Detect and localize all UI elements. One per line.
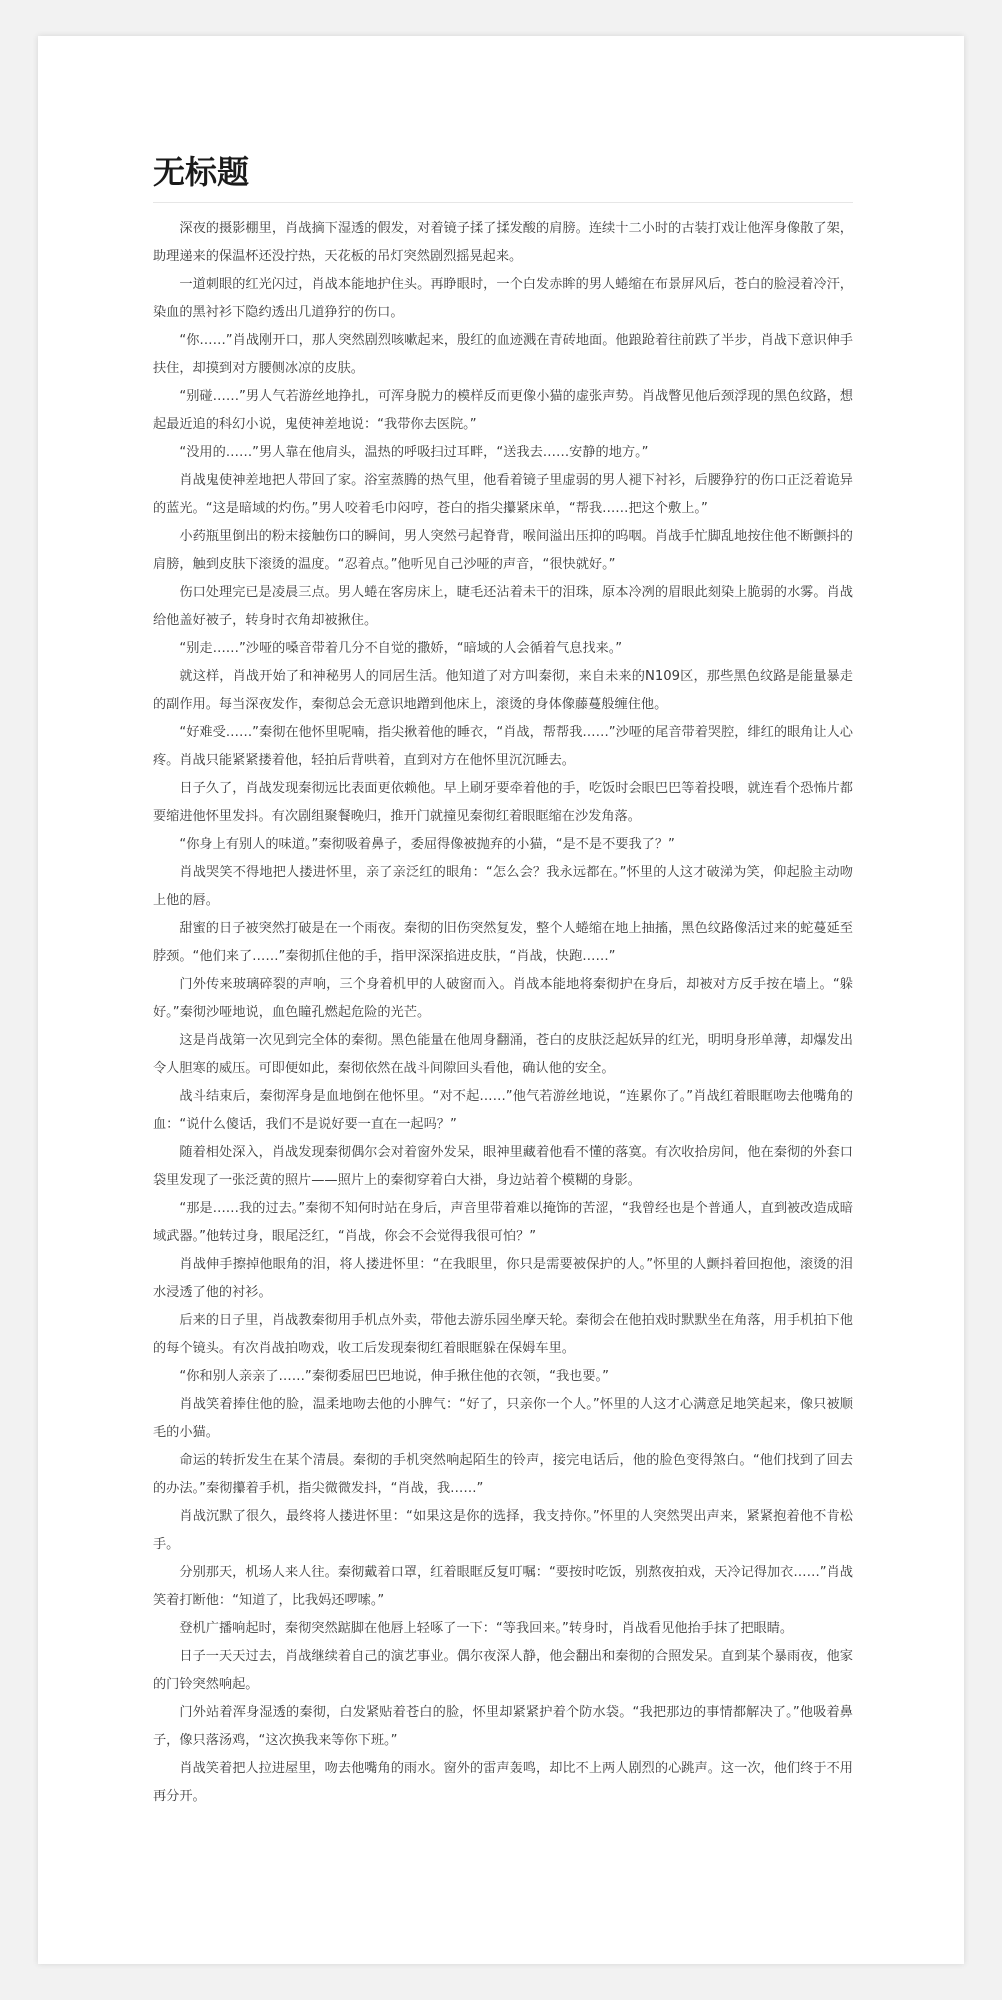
document-page (38, 36, 964, 1964)
paragraph: “你身上有别人的味道。”秦彻吸着鼻子，委屈得像被抛弃的小猫，“是不是不要我了？” (179, 837, 675, 852)
paragraph: “别碰……”男人气若游丝地挣扎，可浑身脱力的模样反而更像小猫的虚张声势。肖战瞥见他后颈浮现的黑色纹路，想起最近追的科幻小说，鬼使神差地说：“我带你去医院。” (153, 389, 853, 432)
paragraph: 肖战笑着捧住他的脸，温柔地吻去他的小脾气：“好了，只亲你一个人。”怀里的人这才心满意足地笑起来，像只被顺毛的小猫。 (153, 1397, 853, 1440)
paragraph: 小药瓶里倒出的粉末接触伤口的瞬间，男人突然弓起脊背，喉间溢出压抑的呜咽。肖战手忙脚乱地按住他不断颤抖的肩膀，触到皮肤下滚烫的温度。“忍着点。”他听见自己沙哑的声音，“很快就好。” (153, 529, 853, 572)
paragraph: 伤口处理完已是凌晨三点。男人蜷在客房床上，睫毛还沾着未干的泪珠，原本冷冽的眉眼此刻染上脆弱的水雾。肖战给他盖好被子，转身时衣角却被揪住。 (153, 585, 853, 628)
paragraph: “你……”肖战刚开口，那人突然剧烈咳嗽起来，殷红的血迹溅在青砖地面。他踉跄着往前跌了半步，肖战下意识伸手扶住，却摸到对方腰侧冰凉的皮肤。 (153, 333, 853, 376)
paragraph: “那是……我的过去。”秦彻不知何时站在身后，声音里带着难以掩饰的苦涩，“我曾经也是个普通人，直到被改造成暗域武器。”他转过身，眼尾泛红，“肖战，你会不会觉得我很可怕？” (153, 1201, 853, 1244)
paragraph: 分别那天，机场人来人往。秦彻戴着口罩，红着眼眶反复叮嘱：“要按时吃饭，别熬夜拍戏，天冷记得加衣……”肖战笑着打断他：“知道了，比我妈还啰嗦。” (153, 1565, 853, 1608)
paragraph: 战斗结束后，秦彻浑身是血地倒在他怀里。“对不起……”他气若游丝地说，“连累你了。”肖战红着眼眶吻去他嘴角的血：“说什么傻话，我们不是说好要一直在一起吗？” (153, 1089, 853, 1132)
document-title: 无标题 (153, 142, 853, 203)
document-content (153, 142, 853, 1811)
paragraph: “没用的……”男人靠在他肩头，温热的呼吸扫过耳畔，“送我去……安静的地方。” (179, 445, 649, 460)
paragraph: 肖战笑着把人拉进屋里，吻去他嘴角的雨水。窗外的雷声轰鸣，却比不上两人剧烈的心跳声。这一次，他们终于不用再分开。 (153, 1761, 853, 1804)
paragraph: 肖战哭笑不得地把人搂进怀里，亲了亲泛红的眼角：“怎么会？我永远都在。”怀里的人这才破涕为笑，仰起脸主动吻上他的唇。 (153, 865, 853, 908)
paragraph: 就这样，肖战开始了和神秘男人的同居生活。他知道了对方叫秦彻，来自未来的N109区，那些黑色纹路是能量暴走的副作用。每当深夜发作，秦彻总会无意识地蹭到他床上，滚烫的身体像藤蔓般缠住他。 (153, 669, 853, 712)
paragraph: 随着相处深入，肖战发现秦彻偶尔会对着窗外发呆，眼神里藏着他看不懂的落寞。有次收拾房间，他在秦彻的外套口袋里发现了一张泛黄的照片——照片上的秦彻穿着白大褂，身边站着个模糊的身影。 (153, 1145, 853, 1188)
paragraph: 肖战沉默了很久，最终将人搂进怀里：“如果这是你的选择，我支持你。”怀里的人突然哭出声来，紧紧抱着他不肯松手。 (153, 1509, 853, 1552)
paragraph: “你和别人亲亲了……”秦彻委屈巴巴地说，伸手揪住他的衣领，“我也要。” (179, 1369, 609, 1384)
paragraph: 甜蜜的日子被突然打破是在一个雨夜。秦彻的旧伤突然复发，整个人蜷缩在地上抽搐，黑色纹路像活过来的蛇蔓延至脖颈。“他们来了……”秦彻抓住他的手，指甲深深掐进皮肤，“肖战，快跑……” (153, 921, 853, 964)
paragraph: 门外传来玻璃碎裂的声响，三个身着机甲的人破窗而入。肖战本能地将秦彻护在身后，却被对方反手按在墙上。“躲好。”秦彻沙哑地说，血色瞳孔燃起危险的光芒。 (153, 977, 853, 1020)
paragraph: 深夜的摄影棚里，肖战摘下湿透的假发，对着镜子揉了揉发酸的肩膀。连续十二小时的古装打戏让他浑身像散了架，助理递来的保温杯还没拧热，天花板的吊灯突然剧烈摇晃起来。 (153, 221, 853, 264)
paragraph: 肖战伸手擦掉他眼角的泪，将人搂进怀里：“在我眼里，你只是需要被保护的人。”怀里的人颤抖着回抱他，滚烫的泪水浸透了他的衬衫。 (153, 1257, 853, 1300)
paragraph: 日子久了，肖战发现秦彻远比表面更依赖他。早上刷牙要牵着他的手，吃饭时会眼巴巴等着投喂，就连看个恐怖片都要缩进他怀里发抖。有次剧组聚餐晚归，推开门就撞见秦彻红着眼眶缩在沙发角落。 (153, 781, 853, 824)
paragraph: 肖战鬼使神差地把人带回了家。浴室蒸腾的热气里，他看着镜子里虚弱的男人褪下衬衫，后腰狰狞的伤口正泛着诡异的蓝光。“这是暗域的灼伤。”男人咬着毛巾闷哼，苍白的指尖攥紧床单，“帮我……把这个敷上。” (153, 473, 853, 516)
paragraph: 这是肖战第一次见到完全体的秦彻。黑色能量在他周身翻涌，苍白的皮肤泛起妖异的红光，明明身形单薄，却爆发出令人胆寒的威压。可即便如此，秦彻依然在战斗间隙回头看他，确认他的安全。 (153, 1033, 853, 1076)
paragraph: 门外站着浑身湿透的秦彻，白发紧贴着苍白的脸，怀里却紧紧护着个防水袋。“我把那边的事情都解决了。”他吸着鼻子，像只落汤鸡，“这次换我来等你下班。” (153, 1705, 853, 1748)
document-body (153, 215, 853, 1811)
paragraph: 后来的日子里，肖战教秦彻用手机点外卖，带他去游乐园坐摩天轮。秦彻会在他拍戏时默默坐在角落，用手机拍下他的每个镜头。有次肖战拍吻戏，收工后发现秦彻红着眼眶躲在保姆车里。 (153, 1313, 853, 1356)
paragraph: 一道刺眼的红光闪过，肖战本能地护住头。再睁眼时，一个白发赤眸的男人蜷缩在布景屏风后，苍白的脸浸着冷汗，染血的黑衬衫下隐约透出几道狰狞的伤口。 (153, 277, 853, 320)
paragraph: 登机广播响起时，秦彻突然踮脚在他唇上轻啄了一下：“等我回来。”转身时，肖战看见他抬手抹了把眼睛。 (179, 1621, 794, 1636)
paragraph: 日子一天天过去，肖战继续着自己的演艺事业。偶尔夜深人静，他会翻出和秦彻的合照发呆。直到某个暴雨夜，他家的门铃突然响起。 (153, 1649, 853, 1692)
paragraph: “好难受……”秦彻在他怀里呢喃，指尖揪着他的睡衣，“肖战，帮帮我……”沙哑的尾音带着哭腔，绯红的眼角让人心疼。肖战只能紧紧搂着他，轻拍后背哄着，直到对方在他怀里沉沉睡去。 (153, 725, 853, 768)
paragraph: 命运的转折发生在某个清晨。秦彻的手机突然响起陌生的铃声，接完电话后，他的脸色变得煞白。“他们找到了回去的办法。”秦彻攥着手机，指尖微微发抖，“肖战，我……” (153, 1453, 853, 1496)
paragraph: “别走……”沙哑的嗓音带着几分不自觉的撒娇，“暗域的人会循着气息找来。” (179, 641, 623, 656)
